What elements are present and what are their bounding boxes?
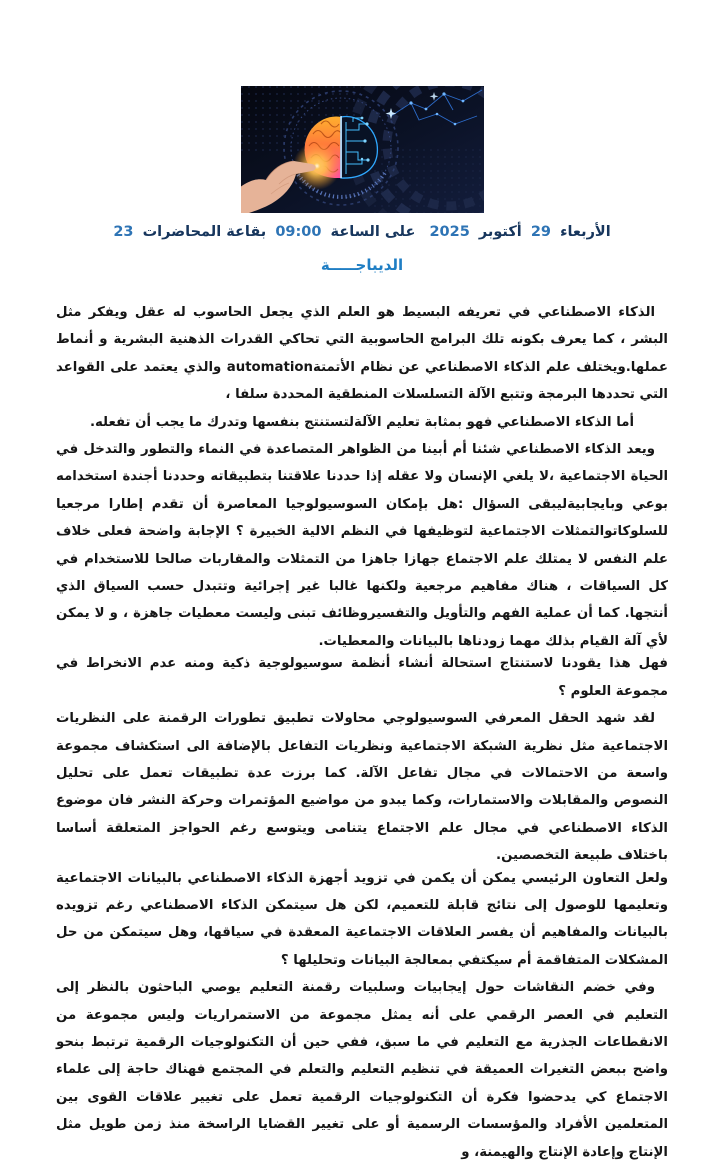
session-date-line: [0, 221, 724, 243]
month: أكتوبر: [478, 224, 522, 240]
venue-label: بقاعة المحاضرات: [142, 224, 267, 240]
weekday: الأربعاء: [560, 224, 611, 240]
paragraph-definition-closing-line: أما الذكاء الاصطناعي فهو بمثابة تعليم الآلةلتستنتج بنفسها وتدرك ما يجب أن تفعله.: [89, 414, 635, 430]
ai-brain-hero-image: [241, 86, 484, 213]
day-number: 29: [530, 224, 552, 240]
year: 2025: [429, 224, 470, 240]
paragraph-sociology-question: ويعد الذكاء الاصطناعي شئنا أم أبينا من الظواهر المتصاعدة في النماء والتطور والتدخل في الحياة الاجتماعية ،لا يلغي الإنسان ولا عقله إذا حددنا علاقتنا بتطبيقاته وحددنا أجندة استخدامه بوعي وبايجابيةليبقى السؤال :هل بإمكان السوسيولوجيا المعاصرة أن تقدم إطارا مرجعيا للسلوكاتوالتمثلات الاجتماعية لتوظيفها في النظم الالية الخبيرة ؟ الإجابة واضحة فعلى خلاف علم النفس لا يمتلك علم الاجتماع جهازا جاهزا من التمثلات والمقاربات صالحا للاستخدام في كل السياقات ، هناك مفاهيم مرجعية ولكنها غالبا غير إجرائية وتتبدل حسب السياق الذي أنتجها. كما أن عملية الفهم والتأويل والتفسيروظائف تبنى وليست معطيات جاهزة ، و لا يمكن لأي آلة القيام بذلك مهما زودناها بالبيانات والمعطيات.: [56, 442, 668, 649]
time-value: 09:00: [275, 224, 322, 240]
paragraph-cooperation: ولعل التعاون الرئيسي يمكن أن يكمن في تزويد أجهزة الذكاء الاصطناعي بالبيانات الاجتماعية وتعليمها للوصول إلى نتائج قابلة للتعميم، لكن هل سيتمكن الذكاء الاصطناعي رغم تزويده بالبيانات والمفاهيم أن يفسر العلاقات الاجتماعية المعقدة في سياقها، وهل سيتمكن من حل المشكلات المتفاقمة أم سيكتفي بمعالجة البيانات وتحليلها ؟: [56, 870, 668, 968]
document-page: [0, 86, 724, 1160]
paragraph-intro-definition: الذكاء الاصطناعي في تعريفه البسيط هو العلم الذي يجعل الحاسوب له عقل ويفكر مثل البشر ، كما يعرف بكونه تلك البرامج الحاسوبية التي تحاكي القدرات الذهنية البشرية و أنماط عملها.ويختلف علم الذكاء الاصطناعي عن نظام الأتمتةautomation والذي يعتمد على القواعد التي تحددها البرمجة وتتبع الآلة التسلسلات المنطقية المحددة سلفا ،: [56, 305, 668, 403]
venue-number: 23: [113, 224, 134, 240]
paragraph-education-debate: وفي خضم النقاشات حول إيجابيات وسلبيات رقمنة التعليم يوصي الباحثون بالنظر إلى التعليم في العصر الرقمي على أنه يمثل مجموعة من الاستمراريات وليس مجموعة من الانقطاعات الجذرية مع التعليم في ما سبق، ففي حين أن التكنولوجيات الرقمية ترتبط بنحو واضح ببعض التغيرات العميقة في تنظيم التعليم والتعلم في المجتمع فهناك حاجة إلى علماء الاجتماع كي يدحضوا فكرة أن التكنولوجيات الرقمية تعمل على تغيير علاقات القوى بين المتعلمين الأفراد والمؤسسات الرسمية أو على تغيير القضايا الراسخة منذ زمن طويل مثل الإنتاج وإعادة الإنتاج والهيمنة، و: [56, 980, 668, 1160]
paragraph-smart-systems-question: فهل هذا يقودنا لاستنتاج استحالة أنشاء أنظمة سوسيولوجية ذكية ومنه عدم الانخراط في مجموعة العلوم ؟: [56, 656, 668, 699]
paragraph-digitization-applications: لقد شهد الحقل المعرفي السوسيولوجي محاولات تطبيق تطورات الرقمنة على النظريات الاجتماعية مثل نظرية الشبكة الاجتماعية ونظريات التفاعل بالإضافة الى استكشاف مجموعة واسعة من الاحتمالات في مجال تفاعل الآلة. كما برزت عدة تطبيقات تعمل على تحليل النصوص والمقابلات والاستمارات، وكما يبدو من مواضيع المؤتمرات وحركة النشر فان موضوع الذكاء الاصطناعي في مجال علم الاجتماع يتنامى ويتوسع رغم الحواجز المتعلقة أساسا باختلاف طبيعة التخصصين.: [56, 711, 668, 864]
time-label: على الساعة: [330, 224, 416, 240]
document-body: [56, 299, 668, 1166]
page-title: الديباجـــــة: [320, 256, 404, 274]
